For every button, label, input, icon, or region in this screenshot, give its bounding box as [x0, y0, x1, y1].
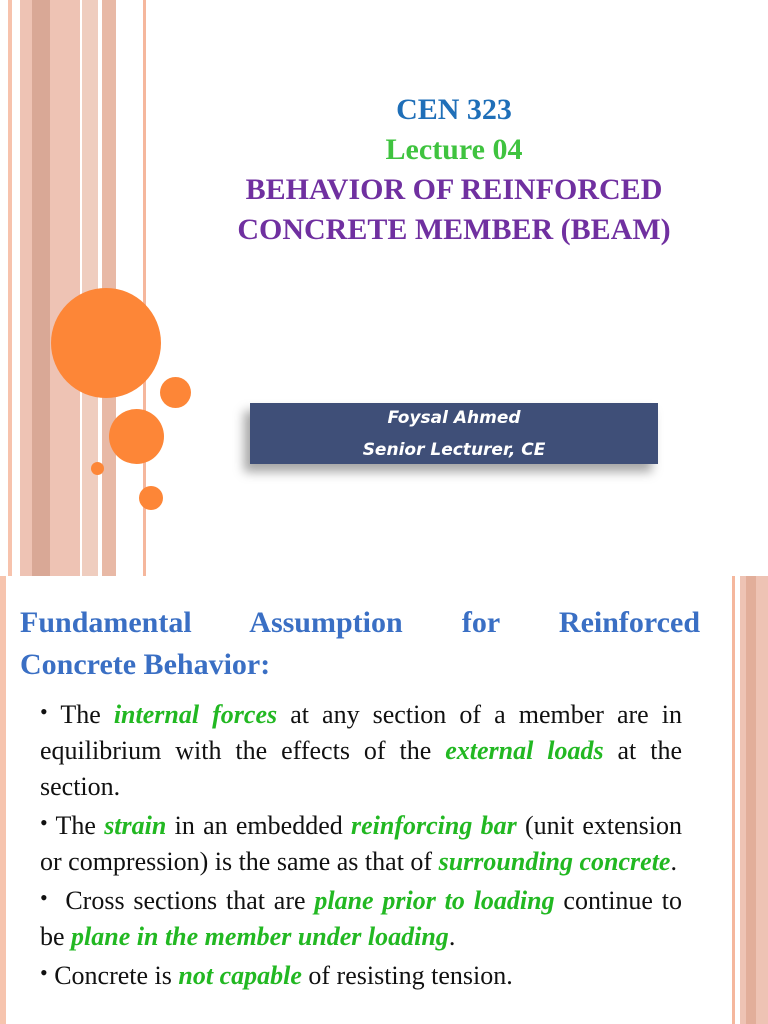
highlight: plane in the member under loading	[71, 922, 449, 951]
highlight: external loads	[445, 736, 604, 765]
bullet-item	[40, 805, 682, 880]
decorative-stripe	[8, 0, 12, 576]
bullet-dot: •	[40, 699, 48, 724]
bullet-dot: •	[40, 810, 48, 835]
text: (unit extension or compression) is the same as that of	[40, 811, 683, 876]
text: continue to be	[40, 886, 682, 951]
heading-line-2: Concrete Behavior:	[20, 648, 271, 681]
text: at the section.	[40, 736, 682, 801]
slide-title	[200, 90, 708, 250]
decorative-stripe	[32, 0, 50, 576]
decorative-circle	[160, 377, 191, 408]
author-box	[250, 403, 658, 464]
text: in an embedded	[166, 811, 351, 840]
decorative-stripe	[20, 0, 80, 576]
title-line-1: BEHAVIOR OF REINFORCED	[245, 173, 663, 206]
text: The	[60, 700, 114, 729]
heading-line-1: Fundamental Assumption for Reinforced	[20, 606, 700, 639]
decorative-circle	[51, 288, 161, 398]
decorative-stripe	[732, 576, 735, 1024]
bullet-dot: •	[40, 960, 48, 985]
author-role: Senior Lecturer, CE	[362, 440, 546, 460]
decorative-circle	[91, 462, 104, 475]
highlight: reinforcing bar	[351, 811, 517, 840]
bullet-item	[40, 694, 682, 805]
bullet-item	[40, 955, 682, 994]
slide-heading	[20, 602, 700, 686]
highlight: internal forces	[113, 700, 278, 729]
decorative-circle	[109, 409, 164, 464]
highlight: plane prior to loading	[314, 886, 555, 915]
decorative-circle	[139, 486, 163, 510]
text: Cross sections that are	[65, 886, 315, 915]
text: .	[448, 922, 456, 951]
bullet-list	[40, 694, 682, 994]
text: Concrete is	[54, 961, 179, 990]
text: at any section of a member are in equilibrium with the effects of the	[40, 700, 683, 765]
author-name: Foysal Ahmed	[387, 408, 521, 428]
highlight: surrounding concrete	[438, 847, 671, 876]
text: of resisting tension.	[301, 961, 513, 990]
bullet-dot: •	[40, 885, 48, 910]
highlight: not capable	[178, 961, 302, 990]
course-code: CEN 323	[396, 93, 512, 126]
lecture-number: Lecture 04	[385, 133, 523, 166]
text: The	[55, 811, 105, 840]
content-slide	[0, 576, 768, 1024]
decorative-stripe	[0, 576, 6, 1024]
decorative-stripe	[746, 576, 756, 1024]
text: .	[670, 847, 677, 876]
bullet-item	[40, 880, 682, 955]
highlight: strain	[104, 811, 167, 840]
title-line-2: CONCRETE MEMBER (BEAM)	[237, 213, 671, 246]
